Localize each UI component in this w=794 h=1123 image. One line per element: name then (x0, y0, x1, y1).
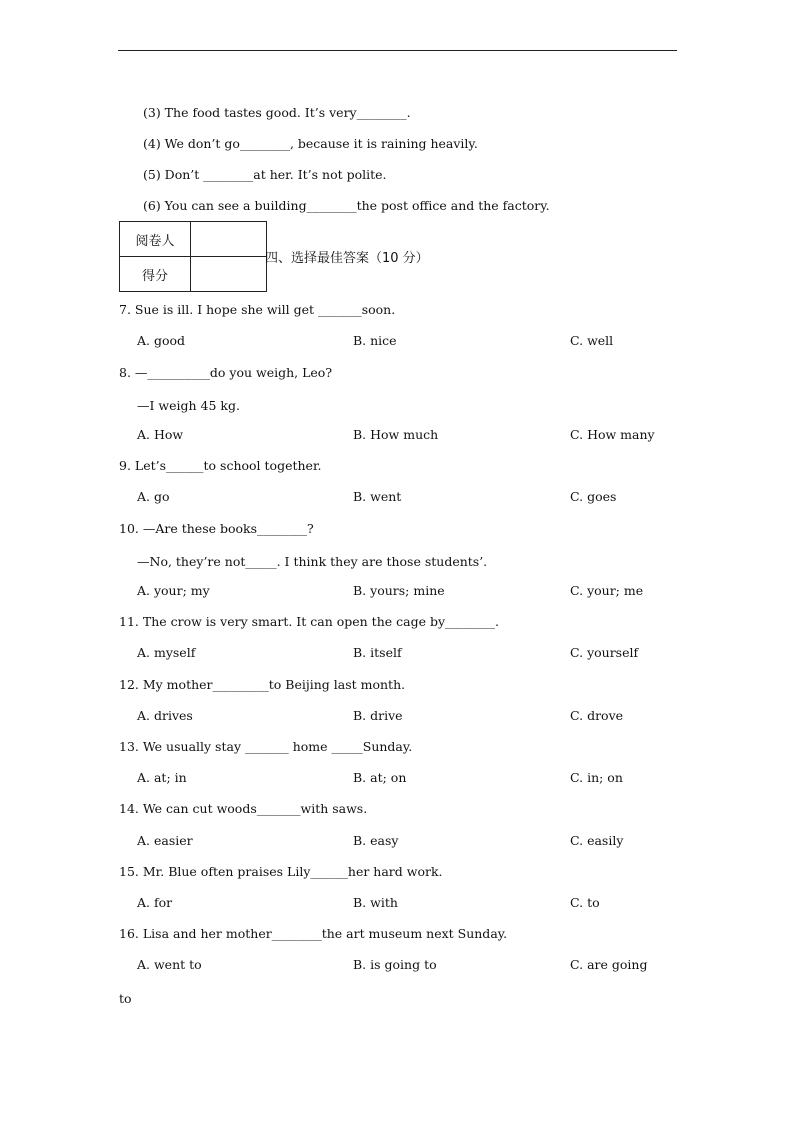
question-10-option-c: C. your; me (570, 583, 644, 598)
question-9-option-c: C. goes (570, 489, 617, 504)
question-7-option-c: C. well (570, 333, 614, 348)
question-10-stem: 10. —Are these books________? (119, 521, 314, 536)
question-15-option-a: A. for (137, 895, 173, 910)
question-7-option-b: B. nice (353, 333, 397, 348)
question-12-stem: 12. My mother_________to Beijing last month. (119, 677, 406, 692)
question-11-option-a: A. myself (137, 645, 196, 660)
score-label: 得分 (120, 257, 191, 292)
question-14-option-b: B. easy (353, 833, 399, 848)
question-7-option-a: A. good (137, 333, 186, 348)
question-14-option-c: C. easily (570, 833, 624, 848)
question-12-option-c: C. drove (570, 708, 624, 723)
question-15-option-c: C. to (570, 895, 600, 910)
fill-in-item-3: (3) The food tastes good. It’s very________. (143, 105, 411, 120)
question-14-option-a: A. easier (137, 833, 193, 848)
question-16-option-c-wrap: to (119, 991, 132, 1006)
reviewer-label: 阅卷人 (120, 222, 191, 257)
question-9-option-b: B. went (353, 489, 402, 504)
question-10-option-b: B. yours; mine (353, 583, 445, 598)
score-box (119, 221, 267, 292)
question-13-option-b: B. at; on (353, 770, 407, 785)
question-13-option-a: A. at; in (137, 770, 187, 785)
fill-in-item-4: (4) We don’t go________, because it is raining heavily. (143, 136, 478, 151)
question-8-option-c: C. How many (570, 427, 655, 442)
question-14-stem: 14. We can cut woods_______with saws. (119, 801, 368, 816)
question-8-option-a: A. How (137, 427, 184, 442)
question-9-stem: 9. Let’s______to school together. (119, 458, 322, 473)
question-10-stem-reply: —No, they’re not_____. I think they are those students’. (137, 554, 488, 569)
question-8-stem-reply: —I weigh 45 kg. (137, 398, 240, 413)
score-field (191, 257, 267, 292)
section-title: 四、选择最佳答案（10 分） (265, 251, 429, 266)
question-8-stem: 8. —__________do you weigh, Leo? (119, 365, 333, 380)
question-16-option-b: B. is going to (353, 957, 437, 972)
question-10-option-a: A. your; my (137, 583, 210, 598)
question-16-option-a: A. went to (137, 957, 202, 972)
question-12-option-a: A. drives (137, 708, 193, 723)
question-13-option-c: C. in; on (570, 770, 623, 785)
reviewer-field (191, 222, 267, 257)
question-15-option-b: B. with (353, 895, 398, 910)
fill-in-item-6: (6) You can see a building________the post office and the factory. (143, 198, 550, 213)
question-16-stem: 16. Lisa and her mother________the art museum next Sunday. (119, 926, 508, 941)
question-11-option-c: C. yourself (570, 645, 639, 660)
question-16-option-c: C. are going (570, 957, 648, 972)
fill-in-item-5: (5) Don’t ________at her. It’s not polite. (143, 167, 387, 182)
question-13-stem: 13. We usually stay _______ home _____Sunday. (119, 739, 413, 754)
question-9-option-a: A. go (137, 489, 170, 504)
question-12-option-b: B. drive (353, 708, 403, 723)
question-7-stem: 7. Sue is ill. I hope she will get _______soon. (119, 302, 396, 317)
header-rule (118, 50, 677, 51)
question-8-option-b: B. How much (353, 427, 439, 442)
question-11-stem: 11. The crow is very smart. It can open the cage by________. (119, 614, 499, 629)
question-11-option-b: B. itself (353, 645, 402, 660)
question-15-stem: 15. Mr. Blue often praises Lily______her hard work. (119, 864, 443, 879)
